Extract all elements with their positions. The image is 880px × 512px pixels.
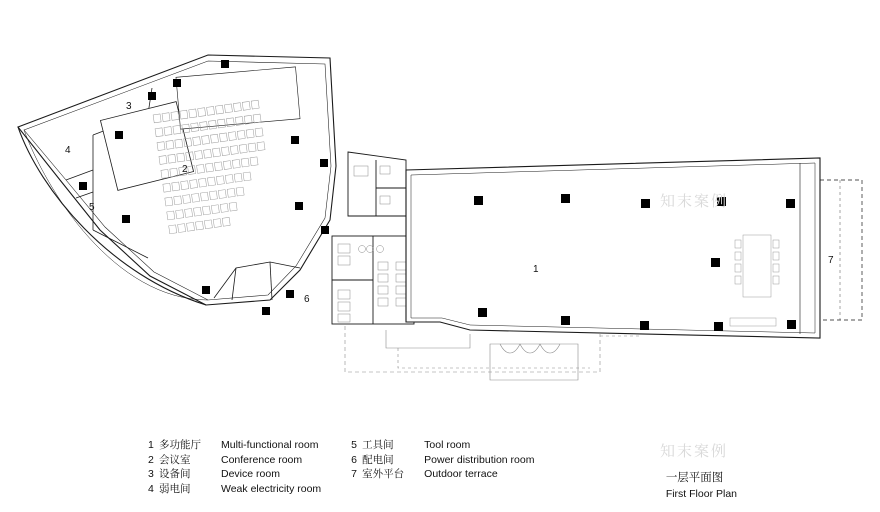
legend-item <box>148 438 321 453</box>
outdoor-platform <box>345 326 640 380</box>
legend-number: 2 <box>148 453 154 466</box>
legend-item <box>351 438 534 453</box>
right-wing-outline <box>406 158 862 338</box>
legend-label-en: Device room <box>221 468 280 480</box>
legend-number: 6 <box>351 453 358 466</box>
legend-label-cn: 工具间 <box>362 439 394 451</box>
legend-number: 5 <box>351 439 358 451</box>
legend-number: 4 <box>148 482 154 495</box>
legend-label-en: Power distribution room <box>424 453 535 466</box>
legend-label-cn: 会议室 <box>159 453 191 466</box>
room-number-4: 4 <box>65 145 71 156</box>
room-number-5: 5 <box>89 202 95 213</box>
legend-label-cn: 弱电间 <box>159 482 191 495</box>
legend-label-en: Weak electricity room <box>221 482 322 495</box>
legend-label-en: Outdoor terrace <box>424 468 498 480</box>
legend <box>148 438 568 496</box>
watermark-text: 知末案例 <box>660 192 729 210</box>
legend-item <box>148 482 321 497</box>
legend-item <box>351 467 534 482</box>
watermark-text: 知末案例 <box>660 442 729 460</box>
legend-label-cn: 多功能厅 <box>159 439 201 451</box>
legend-label-cn: 设备间 <box>159 468 191 480</box>
room-number-2: 2 <box>182 164 188 175</box>
legend-number: 7 <box>351 468 358 480</box>
legend-item <box>148 453 321 468</box>
drawing-title <box>666 470 737 502</box>
legend-column-left <box>148 438 321 496</box>
room-number-7: 7 <box>828 255 834 266</box>
legend-label-cn: 室外平台 <box>362 468 405 480</box>
room-number-1: 1 <box>533 264 539 275</box>
legend-label-cn: 配电间 <box>362 453 394 466</box>
legend-label-en: Conference room <box>221 453 303 466</box>
legend-label-en: Tool room <box>424 439 471 451</box>
drawing-title-cn: 一层平面图 <box>665 472 724 484</box>
legend-number: 3 <box>148 468 154 480</box>
room-number-6: 6 <box>304 294 310 305</box>
legend-number: 1 <box>148 439 154 451</box>
entry-core <box>348 152 406 216</box>
legend-label-en: Multi-functional room <box>221 439 319 451</box>
drawing-title-en: First Floor Plan <box>665 488 737 500</box>
legend-item <box>351 453 534 468</box>
legend-column-right <box>351 438 534 496</box>
room-number-3: 3 <box>126 101 132 112</box>
legend-item <box>148 467 321 482</box>
central-core <box>332 236 414 324</box>
